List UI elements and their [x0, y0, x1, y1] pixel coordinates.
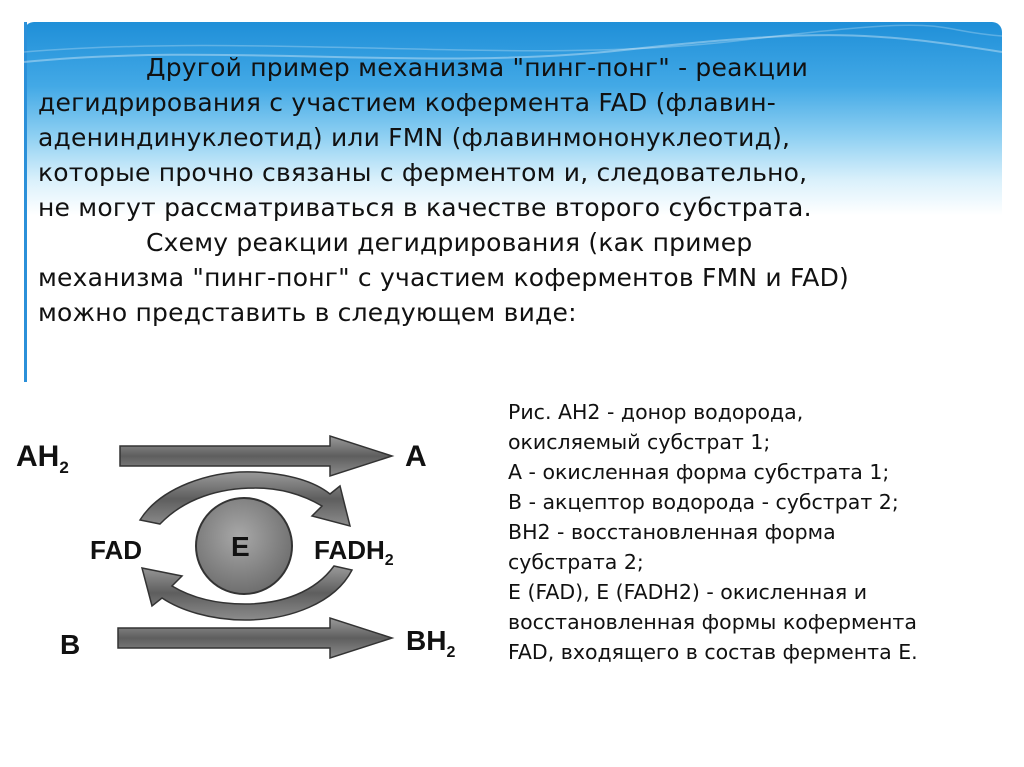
label-bh2: $BH_2$	[406, 625, 456, 661]
p2-line-3: можно представить в следующем виде:	[38, 298, 577, 327]
ping-pong-diagram	[0, 398, 500, 698]
p1-line-2: дегидрирования с участием кофермента FAD (флавин-	[38, 88, 776, 117]
caption-line: Е (FAD), Е (FADH2) - окисленная и	[508, 580, 868, 604]
slide-body-text	[38, 50, 988, 330]
p2-line-1: Схему реакции дегидрирования (как пример	[146, 228, 753, 257]
label-a: A	[405, 440, 427, 473]
p1-line-1: Другой пример механизма "пинг-понг" - реакции	[146, 53, 809, 82]
p1-line-3: адениндинуклеотид) или FMN (флавинмононуклеотид),	[38, 123, 791, 152]
caption-line: Рис. АН2 - донор водорода,	[508, 400, 804, 424]
top-arrow	[120, 436, 392, 476]
caption-line: субстрата 2;	[508, 550, 644, 574]
caption-line: FAD, входящего в состав фермента Е.	[508, 640, 918, 664]
p2-line-2: механизма "пинг-понг" с участием коферментов FMN и FAD)	[38, 263, 849, 292]
label-e: E	[231, 531, 250, 562]
label-b: B	[60, 629, 81, 660]
caption-line: А - окисленная форма субстрата 1;	[508, 460, 890, 484]
caption-line: восстановленная формы кофермента	[508, 610, 917, 634]
label-fad: FAD	[90, 535, 142, 565]
label-ah2: $AH_2$	[16, 440, 69, 477]
paragraph-2	[38, 225, 988, 330]
figure-caption	[508, 397, 1008, 667]
caption-line: В - акцептор водорода - субстрат 2;	[508, 490, 899, 514]
p1-line-4: которые прочно связаны с ферментом и, следовательно,	[38, 158, 808, 187]
p1-line-5: не могут рассматриваться в качестве второго субстрата.	[38, 193, 812, 222]
caption-line: окисляемый субстрат 1;	[508, 430, 771, 454]
label-fadh2: $FADH_2$	[314, 535, 394, 569]
caption-line: ВН2 - восстановленная форма	[508, 520, 836, 544]
paragraph-1	[38, 50, 988, 225]
bottom-arrow	[118, 618, 392, 658]
